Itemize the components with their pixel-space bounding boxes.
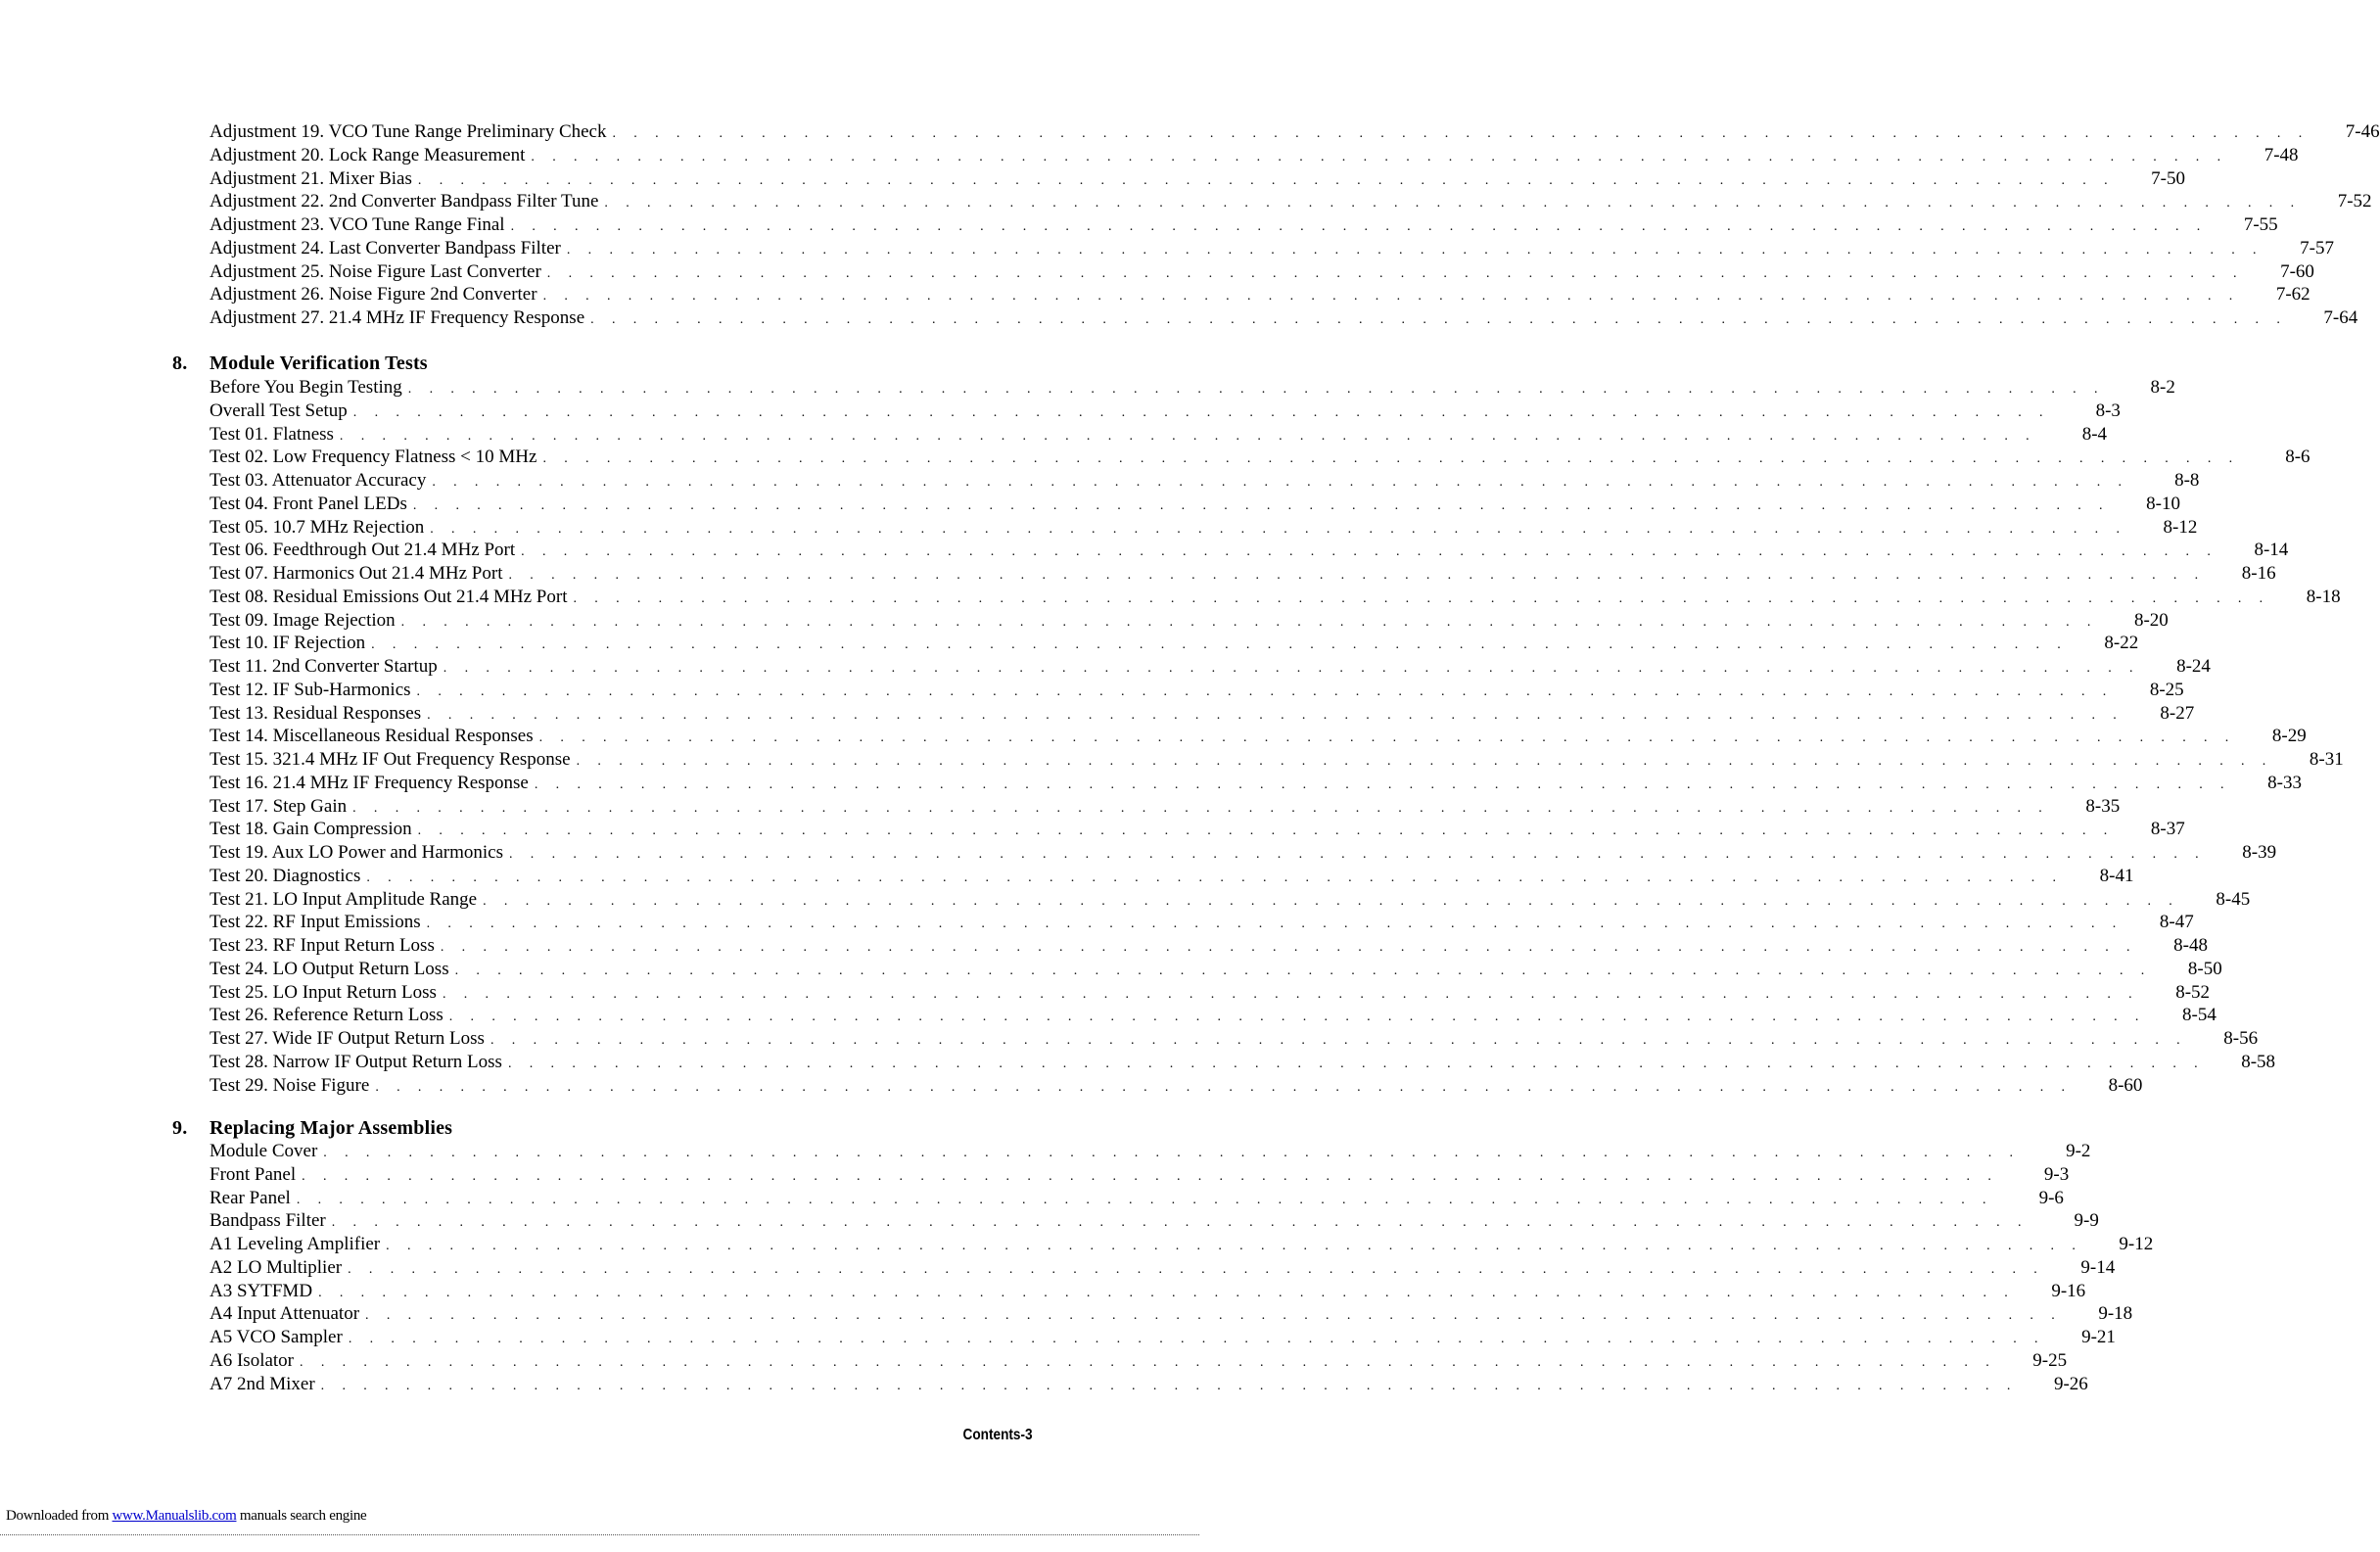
toc-entry-page: 8-52 bbox=[2175, 981, 2211, 1003]
toc-entry-title: Test 26. Reference Return Loss bbox=[210, 1005, 443, 1026]
toc-entry[interactable] bbox=[210, 260, 2314, 284]
dot-leader: . . . . . . . . . . . . . . . . . . . . . . . . . . . . . . . . . . . . . . . . . . . . . . . . . . . . . . . . . . . . . . . . . . . . . . . . . . . . . . . . bbox=[604, 196, 2302, 212]
toc-entry-page: 7-52 bbox=[2337, 191, 2372, 212]
toc-entry[interactable] bbox=[210, 958, 2222, 981]
toc-entry-page: 8-37 bbox=[2150, 819, 2185, 840]
toc-entry[interactable] bbox=[210, 609, 2169, 633]
toc-entry-title: Test 03. Attenuator Accuracy bbox=[210, 470, 427, 491]
dot-leader: . . . . . . . . . . . . . . . . . . . . . . . . . . . . . . . . . . . . . . . . . . . . . . . . . . . . . . . . . . . . . . . . . . . . . . . . . . . . . . . . bbox=[546, 265, 2244, 281]
toc-entry-title: Test 18. Gain Compression bbox=[210, 819, 412, 840]
toc-entry[interactable] bbox=[210, 1349, 2068, 1373]
toc-entry[interactable] bbox=[210, 934, 2208, 958]
toc-entry-page: 8-54 bbox=[2182, 1005, 2217, 1026]
dot-leader: . . . . . . . . . . . . . . . . . . . . . . . . . . . . . . . . . . . . . . . . . . . . . . . . . . . . . . . . . . . . . . . . . . . . . . . . . . . . . . . . bbox=[352, 800, 2050, 816]
dot-leader: . . . . . . . . . . . . . . . . . . . . . . . . . . . . . . . . . . . . . . . . . . . . . . . . . . . . . . . . . . . . . . . . . . . . . . . . . . . . . . . . bbox=[432, 475, 2129, 490]
toc-entry-title: Adjustment 27. 21.4 MHz IF Frequency Response bbox=[210, 307, 585, 328]
toc-entry[interactable] bbox=[210, 1004, 2217, 1027]
toc-entry-title: Front Panel bbox=[210, 1163, 297, 1185]
toc-entry-title: Test 17. Step Gain bbox=[210, 795, 348, 817]
toc-entry-title: Adjustment 26. Noise Figure 2nd Converter bbox=[210, 284, 537, 306]
toc-entry[interactable] bbox=[210, 911, 2194, 934]
toc-entry-page: 8-3 bbox=[2095, 400, 2121, 421]
toc-entry[interactable] bbox=[210, 1373, 2088, 1396]
toc-entry-title: Test 28. Narrow IF Output Return Loss bbox=[210, 1051, 502, 1072]
dot-leader: . . . . . . . . . . . . . . . . . . . . . . . . . . . . . . . . . . . . . . . . . . . . . . . . . . . . . . . . . . . . . . . . . . . . . . . . . . . . . . . . bbox=[448, 1010, 2146, 1025]
toc-entry-page: 8-58 bbox=[2241, 1051, 2276, 1072]
toc-entry-title: Test 01. Flatness bbox=[210, 423, 334, 445]
toc-entry-page: 8-4 bbox=[2081, 423, 2108, 445]
toc-entry-title: Rear Panel bbox=[210, 1187, 291, 1208]
toc-entry-title: Module Cover bbox=[210, 1141, 318, 1161]
toc-entry-page: 8-22 bbox=[2104, 633, 2139, 654]
dot-leader: . . . . . . . . . . . . . . . . . . . . . . . . . . . . . . . . . . . . . . . . . . . . . . . . . . . . . . . . . . . . . . . . . . . . . . . . . . . . . . . . bbox=[440, 940, 2137, 955]
dot-leader: . . . . . . . . . . . . . . . . . . . . . . . . . . . . . . . . . . . . . . . . . . . . . . . . . . . . . . . . . . . . . . . . . . . . . . . . . . . . . . . . bbox=[442, 986, 2140, 1002]
toc-entry-page: 8-29 bbox=[2271, 726, 2307, 747]
toc-entry-page: 8-27 bbox=[2160, 702, 2195, 724]
toc-entry-title: A1 Leveling Amplifier bbox=[210, 1234, 381, 1254]
dot-leader: . . . . . . . . . . . . . . . . . . . . . . . . . . . . . . . . . . . . . . . . . . . . . . . . . . . . . . . . . . . . . . . . . . . . . . . . . . . . . . . . bbox=[365, 1308, 2063, 1324]
toc-entry-page: 8-25 bbox=[2149, 679, 2184, 700]
dot-leader: . . . . . . . . . . . . . . . . . . . . . . . . . . . . . . . . . . . . . . . . . . . . . . . . . . . . . . . . . . . . . . . . . . . . . . . . . . . . . . . . bbox=[296, 1192, 1993, 1207]
toc-entry[interactable] bbox=[210, 655, 2211, 679]
toc-entry[interactable] bbox=[210, 679, 2184, 702]
toc-entry-page: 8-24 bbox=[2176, 656, 2211, 677]
toc-entry[interactable] bbox=[210, 376, 2175, 400]
toc-entry[interactable] bbox=[210, 562, 2276, 586]
toc-entry[interactable] bbox=[210, 167, 2185, 191]
toc-entry-title: Test 12. IF Sub-Harmonics bbox=[210, 679, 411, 700]
chapter-number: 9. bbox=[172, 1117, 188, 1139]
dot-leader: . . . . . . . . . . . . . . . . . . . . . . . . . . . . . . . . . . . . . . . . . . . . . . . . . . . . . . . . . . . . . . . . . . . . . . . . . . . . . . . . bbox=[507, 1056, 2206, 1071]
dot-leader: . . . . . . . . . . . . . . . . . . . . . . . . . . . . . . . . . . . . . . . . . . . . . . . . . . . . . . . . . . . . . . . . . . . . . . . . . . . . . . . . bbox=[612, 126, 2310, 141]
toc-entry[interactable] bbox=[210, 1187, 2064, 1210]
toc-entry-page: 9-16 bbox=[2051, 1280, 2086, 1301]
toc-entry-page: 9-14 bbox=[2080, 1256, 2116, 1278]
toc-entry-page: 8-50 bbox=[2187, 958, 2222, 979]
toc-entry[interactable] bbox=[210, 795, 2121, 819]
toc-entry[interactable] bbox=[210, 213, 2278, 237]
toc-entry-title: Test 10. IF Rejection bbox=[210, 633, 366, 654]
toc-entry-title: Adjustment 25. Noise Figure Last Converter bbox=[210, 260, 541, 282]
download-source-line bbox=[6, 1508, 366, 1525]
toc-entry[interactable] bbox=[210, 1140, 2091, 1163]
toc-entry-page: 8-56 bbox=[2223, 1028, 2259, 1049]
toc-entry-page: 7-64 bbox=[2323, 307, 2358, 328]
toc-entry-page: 8-45 bbox=[2216, 888, 2251, 910]
dot-leader: . . . . . . . . . . . . . . . . . . . . . . . . . . . . . . . . . . . . . . . . . . . . . . . . . . . . . . . . . . . . . . . . . . . . . . . . . . . . . . . . bbox=[454, 963, 2152, 978]
dot-leader: . . . . . . . . . . . . . . . . . . . . . . . . . . . . . . . . . . . . . . . . . . . . . . . . . . . . . . . . . . . . . . . . . . . . . . . . . . . . . . . . bbox=[483, 893, 2180, 909]
toc-entry-page: 7-62 bbox=[2275, 284, 2310, 306]
toc-entry[interactable] bbox=[210, 516, 2198, 540]
toc-entry[interactable] bbox=[210, 725, 2307, 748]
toc-entry-page: 8-18 bbox=[2306, 586, 2341, 607]
dot-leader: . . . . . . . . . . . . . . . . . . . . . . . . . . . . . . . . . . . . . . . . . . . . . . . . . . . . . . . . . . . . . . . . . . . . . . . . . . . . . . . . bbox=[375, 1079, 2073, 1095]
toc-entry[interactable] bbox=[210, 423, 2108, 447]
toc-entry[interactable] bbox=[210, 818, 2185, 841]
dot-leader: . . . . . . . . . . . . . . . . . . . . . . . . . . . . . . . . . . . . . . . . . . . . . . . . . . . . . . . . . . . . . . . . . . . . . . . . . . . . . . . . bbox=[366, 870, 2064, 885]
toc-entry-title: A4 Input Attenuator bbox=[210, 1303, 360, 1325]
toc-entry-title: Test 25. LO Input Return Loss bbox=[210, 981, 437, 1003]
toc-entry[interactable] bbox=[210, 841, 2277, 865]
dot-leader: . . . . . . . . . . . . . . . . . . . . . . . . . . . . . . . . . . . . . . . . . . . . . . . . . . . . . . . . . . . . . . . . . . . . . . . . . . . . . . . . bbox=[352, 404, 2050, 420]
toc-entry[interactable] bbox=[210, 1027, 2259, 1051]
toc-entry-title: Test 24. LO Output Return Loss bbox=[210, 958, 449, 979]
toc-entry[interactable] bbox=[210, 1326, 2116, 1349]
toc-entry[interactable] bbox=[210, 120, 2380, 144]
dot-leader: . . . . . . . . . . . . . . . . . . . . . . . . . . . . . . . . . . . . . . . . . . . . . . . . . . . . . . . . . . . . . . . . . . . . . . . . . . . . . . . . bbox=[573, 590, 2270, 606]
toc-entry-title: Test 14. Miscellaneous Residual Responses bbox=[210, 726, 534, 747]
toc-entry-page: 7-57 bbox=[2300, 237, 2334, 259]
toc-entry-title: Adjustment 19. VCO Tune Range Preliminary Check bbox=[210, 121, 607, 142]
dot-leader: . . . . . . . . . . . . . . . . . . . . . . . . . . . . . . . . . . . . . . . . . . . . . . . . . . . . . . . . . . . . . . . . . . . . . . . . . . . . . . . . bbox=[538, 730, 2236, 746]
download-suffix: manuals search engine bbox=[236, 1508, 367, 1524]
toc-entry[interactable] bbox=[210, 446, 2310, 469]
toc-entry-title: Test 22. RF Input Emissions bbox=[210, 912, 421, 933]
toc-entry-title: A3 SYTFMD bbox=[210, 1280, 313, 1301]
page-number-label: Contents-3 bbox=[962, 1427, 1033, 1443]
toc-entry-page: 9-26 bbox=[2053, 1373, 2088, 1394]
manualslib-link[interactable]: www.Manualslib.com bbox=[112, 1508, 237, 1524]
toc-entry-title: A6 Isolator bbox=[210, 1349, 295, 1371]
toc-entry-title: Adjustment 21. Mixer Bias bbox=[210, 167, 412, 189]
toc-entry-title: Test 21. LO Input Amplitude Range bbox=[210, 888, 478, 910]
dot-leader: . . . . . . . . . . . . . . . . . . . . . . . . . . . . . . . . . . . . . . . . . . . . . . . . . . . . . . . . . . . . . . . . . . . . . . . . . . . . . . . . bbox=[318, 1285, 2016, 1300]
dot-leader: . . . . . . . . . . . . . . . . . . . . . . . . . . . . . . . . . . . . . . . . . . . . . . . . . . . . . . . . . . . . . . . . . . . . . . . . . . . . . . . . bbox=[590, 312, 2288, 327]
toc-entry[interactable] bbox=[210, 888, 2251, 912]
dot-leader: . . . . . . . . . . . . . . . . . . . . . . . . . . . . . . . . . . . . . . . . . . . . . . . . . . . . . . . . . . . . . . . . . . . . . . . . . . . . . . . . bbox=[348, 1332, 2045, 1346]
toc-entry-title: Test 16. 21.4 MHz IF Frequency Response bbox=[210, 772, 529, 793]
toc-entry-page: 8-20 bbox=[2133, 609, 2169, 631]
toc-entry-title: Adjustment 23. VCO Tune Range Final bbox=[210, 214, 505, 235]
toc-entry-title: Test 04. Front Panel LEDs bbox=[210, 493, 407, 514]
chapter-8-heading bbox=[172, 351, 428, 376]
toc-entry[interactable] bbox=[210, 144, 2299, 167]
toc-entry-page: 8-8 bbox=[2174, 470, 2200, 491]
toc-entry-title: Test 15. 321.4 MHz IF Out Frequency Response bbox=[210, 749, 571, 770]
toc-entry-page: 8-33 bbox=[2267, 772, 2302, 793]
toc-entry-page: 8-10 bbox=[2146, 493, 2180, 514]
dot-leader: . . . . . . . . . . . . . . . . . . . . . . . . . . . . . . . . . . . . . . . . . . . . . . . . . . . . . . . . . . . . . . . . . . . . . . . . . . . . . . . . bbox=[331, 1215, 2029, 1231]
toc-entry-title: Adjustment 24. Last Converter Bandpass Filter bbox=[210, 237, 561, 259]
toc-entry-page: 8-2 bbox=[2150, 377, 2175, 398]
toc-entry-title: Adjustment 22. 2nd Converter Bandpass Filter Tune bbox=[210, 191, 599, 212]
toc-entry-page: 9-12 bbox=[2119, 1234, 2154, 1254]
toc-entry[interactable] bbox=[210, 190, 2372, 213]
dot-leader: . . . . . . . . . . . . . . . . . . . . . . . . . . . . . . . . . . . . . . . . . . . . . . . . . . . . . . . . . . . . . . . . . . . . . . . . . . . . . . . . bbox=[386, 1239, 2083, 1253]
dot-leader: . . . . . . . . . . . . . . . . . . . . . . . . . . . . . . . . . . . . . . . . . . . . . . . . . . . . . . . . . . . . . . . . . . . . . . . . . . . . . . . . bbox=[443, 661, 2140, 676]
toc-entry-title: Test 08. Residual Emissions Out 21.4 MHz Port bbox=[210, 586, 568, 607]
toc-entry[interactable] bbox=[210, 539, 2289, 562]
toc-entry-title: Test 05. 10.7 MHz Rejection bbox=[210, 516, 425, 538]
toc-entry-title: Test 23. RF Input Return Loss bbox=[210, 935, 435, 956]
toc-entry[interactable] bbox=[210, 1302, 2133, 1326]
dot-leader: . . . . . . . . . . . . . . . . . . . . . . . . . . . . . . . . . . . . . . . . . . . . . . . . . . . . . . . . . . . . . . . . . . . . . . . . . . . . . . . . bbox=[427, 707, 2124, 723]
toc-entry-page: 9-9 bbox=[2074, 1210, 2099, 1232]
dot-leader: . . . . . . . . . . . . . . . . . . . . . . . . . . . . . . . . . . . . . . . . . . . . . . . . . . . . . . . . . . . . . . . . . . . . . . . . . . . . . . . . bbox=[430, 521, 2127, 537]
toc-entry-page: 8-35 bbox=[2085, 795, 2121, 817]
chapter-9-heading bbox=[172, 1115, 452, 1141]
toc-entry-page: 8-14 bbox=[2254, 540, 2289, 561]
toc-entry-page: 9-2 bbox=[2066, 1141, 2091, 1161]
toc-entry[interactable] bbox=[210, 772, 2302, 795]
toc-entry-title: A2 LO Multiplier bbox=[210, 1256, 343, 1278]
dot-leader: . . . . . . . . . . . . . . . . . . . . . . . . . . . . . . . . . . . . . . . . . . . . . . . . . . . . . . . . . . . . . . . . . . . . . . . . . . . . . . . . bbox=[510, 219, 2208, 234]
toc-entry-page: 7-60 bbox=[2280, 260, 2314, 282]
toc-entry-title: Bandpass Filter bbox=[210, 1210, 326, 1232]
toc-entry-title: Test 02. Low Frequency Flatness < 10 MHz bbox=[210, 447, 537, 468]
toc-entry-page: 9-3 bbox=[2043, 1163, 2070, 1185]
dot-leader: . . . . . . . . . . . . . . . . . . . . . . . . . . . . . . . . . . . . . . . . . . . . . . . . . . . . . . . . . . . . . . . . . . . . . . . . . . . . . . . . bbox=[302, 1168, 1999, 1184]
toc-entry[interactable] bbox=[210, 493, 2180, 516]
toc-entry[interactable] bbox=[210, 283, 2310, 306]
dot-leader: . . . . . . . . . . . . . . . . . . . . . . . . . . . . . . . . . . . . . . . . . . . . . . . . . . . . . . . . . . . . . . . . . . . . . . . . . . . . . . . . bbox=[542, 451, 2240, 467]
toc-entry-page: 8-16 bbox=[2241, 563, 2276, 584]
toc-entry-title: Test 07. Harmonics Out 21.4 MHz Port bbox=[210, 563, 503, 584]
toc-entry-page: 8-47 bbox=[2159, 912, 2194, 933]
toc-entry[interactable] bbox=[210, 981, 2211, 1005]
toc-entry-title: Overall Test Setup bbox=[210, 400, 348, 421]
toc-entry-page: 9-6 bbox=[2038, 1187, 2064, 1208]
dot-leader: . . . . . . . . . . . . . . . . . . . . . . . . . . . . . . . . . . . . . . . . . . . . . . . . . . . . . . . . . . . . . . . . . . . . . . . . . . . . . . . . bbox=[300, 1354, 1997, 1370]
dot-leader: . . . . . . . . . . . . . . . . . . . . . . . . . . . . . . . . . . . . . . . . . . . . . . . . . . . . . . . . . . . . . . . . . . . . . . . . . . . . . . . . bbox=[521, 544, 2218, 560]
toc-entry-page: 7-50 bbox=[2151, 167, 2185, 189]
toc-entry[interactable] bbox=[210, 237, 2334, 260]
toc-entry[interactable] bbox=[210, 702, 2195, 726]
dot-leader: . . . . . . . . . . . . . . . . . . . . . . . . . . . . . . . . . . . . . . . . . . . . . . . . . . . . . . . . . . . . . . . . . . . . . . . . . . . . . . . . bbox=[566, 242, 2263, 258]
toc-entry[interactable] bbox=[210, 1051, 2276, 1074]
toc-entry[interactable] bbox=[210, 306, 2358, 330]
dot-leader: . . . . . . . . . . . . . . . . . . . . . . . . . . . . . . . . . . . . . . . . . . . . . . . . . . . . . . . . . . . . . . . . . . . . . . . . . . . . . . . . bbox=[371, 637, 2069, 653]
toc-entry-title: Test 29. Noise Figure bbox=[210, 1074, 370, 1096]
toc-entry-page: 8-31 bbox=[2309, 749, 2344, 770]
dot-leader: . . . . . . . . . . . . . . . . . . . . . . . . . . . . . . . . . . . . . . . . . . . . . . . . . . . . . . . . . . . . . . . . . . . . . . . . . . . . . . . . bbox=[339, 428, 2037, 444]
toc-entry[interactable] bbox=[210, 1256, 2116, 1280]
toc-entry-page: 8-39 bbox=[2242, 842, 2277, 863]
toc-entry-title: Test 27. Wide IF Output Return Loss bbox=[210, 1028, 485, 1049]
toc-entry-page: 8-6 bbox=[2285, 447, 2310, 468]
dot-leader: . . . . . . . . . . . . . . . . . . . . . . . . . . . . . . . . . . . . . . . . . . . . . . . . . . . . . . . . . . . . . . . . . . . . . . . . . . . . . . . . bbox=[490, 1033, 2188, 1048]
toc-entry-page: 9-21 bbox=[2081, 1327, 2116, 1347]
dot-leader: . . . . . . . . . . . . . . . . . . . . . . . . . . . . . . . . . . . . . . . . . . . . . . . . . . . . . . . . . . . . . . . . . . . . . . . . . . . . . . . . bbox=[576, 754, 2273, 769]
toc-entry-page: 7-48 bbox=[2263, 144, 2299, 165]
dot-leader: . . . . . . . . . . . . . . . . . . . . . . . . . . . . . . . . . . . . . . . . . . . . . . . . . . . . . . . . . . . . . . . . . . . . . . . . . . . . . . . . bbox=[426, 917, 2123, 932]
dot-leader: . . . . . . . . . . . . . . . . . . . . . . . . . . . . . . . . . . . . . . . . . . . . . . . . . . . . . . . . . . . . . . . . . . . . . . . . . . . . . . . . bbox=[542, 289, 2240, 305]
toc-entry-title: Test 20. Diagnostics bbox=[210, 865, 361, 886]
toc-entry[interactable] bbox=[210, 1280, 2086, 1303]
toc-entry-page: 9-18 bbox=[2098, 1303, 2133, 1325]
dot-leader: . . . . . . . . . . . . . . . . . . . . . . . . . . . . . . . . . . . . . . . . . . . . . . . . . . . . . . . . . . . . . . . . . . . . . . . . . . . . . . . . bbox=[531, 149, 2228, 165]
toc-entry-title: Test 13. Residual Responses bbox=[210, 702, 422, 724]
toc-entry-page: 7-46 bbox=[2345, 121, 2380, 142]
toc-entry[interactable] bbox=[210, 1233, 2154, 1256]
download-prefix: Downloaded from bbox=[6, 1508, 113, 1524]
dot-leader: . . . . . . . . . . . . . . . . . . . . . . . . . . . . . . . . . . . . . . . . . . . . . . . . . . . . . . . . . . . . . . . . . . . . . . . . . . . . . . . . bbox=[400, 614, 2098, 630]
toc-entry[interactable] bbox=[210, 1163, 2070, 1187]
toc-entry-page: 9-25 bbox=[2032, 1349, 2068, 1371]
dot-leader: . . . . . . . . . . . . . . . . . . . . . . . . . . . . . . . . . . . . . . . . . . . . . . . . . . . . . . . . . . . . . . . . . . . . . . . . . . . . . . . . bbox=[407, 382, 2105, 397]
toc-entry[interactable] bbox=[210, 1074, 2143, 1098]
dot-leader: . . . . . . . . . . . . . . . . . . . . . . . . . . . . . . . . . . . . . . . . . . . . . . . . . . . . . . . . . . . . . . . . . . . . . . . . . . . . . . . . bbox=[416, 683, 2114, 699]
toc-entry[interactable] bbox=[210, 469, 2200, 493]
toc-entry-title: A5 VCO Sampler bbox=[210, 1327, 343, 1347]
toc-entry[interactable] bbox=[210, 632, 2139, 655]
toc-entry-title: Test 09. Image Rejection bbox=[210, 609, 396, 631]
toc-entry[interactable] bbox=[210, 865, 2134, 888]
chapter-title: Replacing Major Assemblies bbox=[210, 1117, 453, 1139]
dot-leader: . . . . . . . . . . . . . . . . . . . . . . . . . . . . . . . . . . . . . . . . . . . . . . . . . . . . . . . . . . . . . . . . . . . . . . . . . . . . . . . . bbox=[417, 172, 2115, 188]
dot-leader: . . . . . . . . . . . . . . . . . . . . . . . . . . . . . . . . . . . . . . . . . . . . . . . . . . . . . . . . . . . . . . . . . . . . . . . . . . . . . . . . bbox=[323, 1146, 2021, 1160]
toc-entry[interactable] bbox=[210, 400, 2121, 423]
dot-leader: . . . . . . . . . . . . . . . . . . . . . . . . . . . . . . . . . . . . . . . . . . . . . . . . . . . . . . . . . . . . . . . . . . . . . . . . . . . . . . . . bbox=[348, 1261, 2045, 1277]
toc-entry-page: 7-55 bbox=[2243, 214, 2278, 235]
toc-entry[interactable] bbox=[210, 586, 2341, 609]
toc-entry-title: Before You Begin Testing bbox=[210, 377, 402, 398]
dot-leader: . . . . . . . . . . . . . . . . . . . . . . . . . . . . . . . . . . . . . . . . . . . . . . . . . . . . . . . . . . . . . . . . . . . . . . . . . . . . . . . . bbox=[412, 497, 2110, 513]
chapter-title: Module Verification Tests bbox=[210, 353, 428, 374]
toc-entry-page: 8-60 bbox=[2108, 1074, 2143, 1096]
toc-entry-title: Adjustment 20. Lock Range Measurement bbox=[210, 144, 526, 165]
toc-entry[interactable] bbox=[210, 1209, 2099, 1233]
toc-entry[interactable] bbox=[210, 748, 2344, 772]
toc-entry-title: A7 2nd Mixer bbox=[210, 1373, 315, 1394]
dot-leader: . . . . . . . . . . . . . . . . . . . . . . . . . . . . . . . . . . . . . . . . . . . . . . . . . . . . . . . . . . . . . . . . . . . . . . . . . . . . . . . . bbox=[417, 823, 2115, 839]
dot-leader: . . . . . . . . . . . . . . . . . . . . . . . . . . . . . . . . . . . . . . . . . . . . . . . . . . . . . . . . . . . . . . . . . . . . . . . . . . . . . . . . bbox=[508, 847, 2207, 862]
toc-entry-title: Test 11. 2nd Converter Startup bbox=[210, 656, 438, 677]
toc-entry-page: 8-48 bbox=[2173, 935, 2208, 956]
chapter-number: 8. bbox=[172, 353, 188, 374]
dot-leader: . . . . . . . . . . . . . . . . . . . . . . . . . . . . . . . . . . . . . . . . . . . . . . . . . . . . . . . . . . . . . . . . . . . . . . . . . . . . . . . . bbox=[534, 776, 2231, 792]
dot-leader: . . . . . . . . . . . . . . . . . . . . . . . . . . . . . . . . . . . . . . . . . . . . . . . . . . . . . . . . . . . . . . . . . . . . . . . . . . . . . . . . bbox=[508, 568, 2206, 583]
toc-entry-title: Test 06. Feedthrough Out 21.4 MHz Port bbox=[210, 540, 516, 561]
toc-entry-page: 8-12 bbox=[2163, 516, 2198, 538]
dot-leader: . . . . . . . . . . . . . . . . . . . . . . . . . . . . . . . . . . . . . . . . . . . . . . . . . . . . . . . . . . . . . . . . . . . . . . . . . . . . . . . . bbox=[320, 1378, 2018, 1393]
toc-entry-title: Test 19. Aux LO Power and Harmonics bbox=[210, 842, 503, 863]
toc-entry-page: 8-41 bbox=[2099, 865, 2134, 886]
page-bottom-rule bbox=[0, 1534, 1199, 1535]
